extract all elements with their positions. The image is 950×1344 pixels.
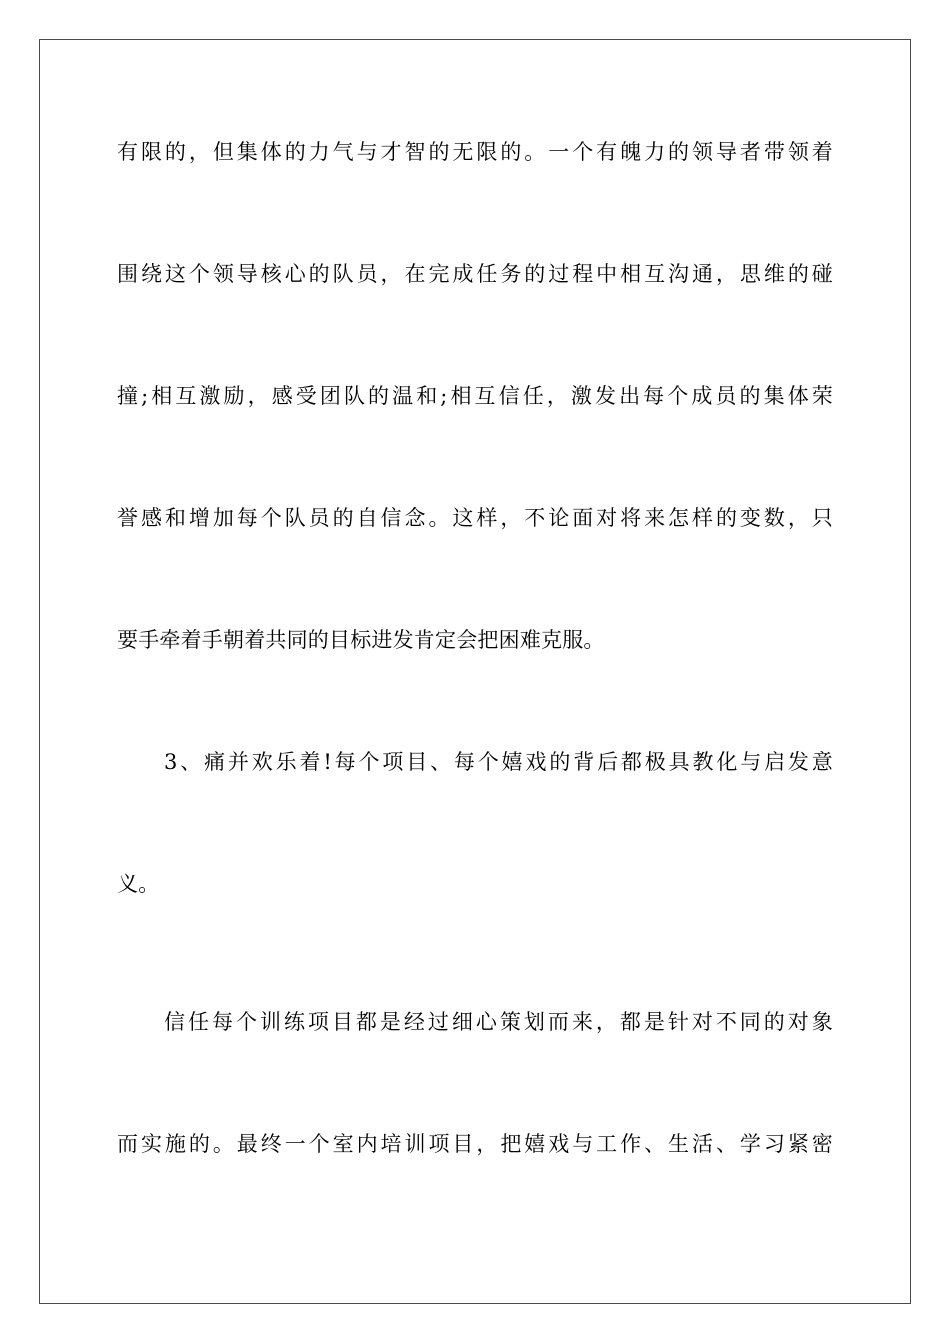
body-text-line-1: 有限的，但集体的力气与才智的无限的。一个有魄力的领导者带领着 xyxy=(117,140,833,164)
body-text-line-4: 誉感和增加每个队员的自信念。这样，不论面对将来怎样的变数，只 xyxy=(117,506,833,530)
body-text-line-5: 要手牵着手朝着共同的目标进发肯定会把困难克服。 xyxy=(117,628,605,652)
body-text-line-3: 撞;相互激励，感受团队的温和;相互信任，激发出每个成员的集体荣 xyxy=(117,384,833,408)
body-text-line-2: 围绕这个领导核心的队员，在完成任务的过程中相互沟通，思维的碰 xyxy=(117,262,833,286)
section-3-heading-line: 3、痛并欢乐着!每个项目、每个嬉戏的背后都极具教化与启发意 xyxy=(164,750,833,774)
body-text-line-9: 而实施的。最终一个室内培训项目，把嬉戏与工作、生活、学习紧密 xyxy=(117,1132,833,1156)
section-3-heading-continuation: 义。 xyxy=(117,872,160,896)
body-text-line-8: 信任每个训练项目都是经过细心策划而来，都是针对不同的对象 xyxy=(164,1010,833,1034)
page-border xyxy=(39,39,911,1304)
